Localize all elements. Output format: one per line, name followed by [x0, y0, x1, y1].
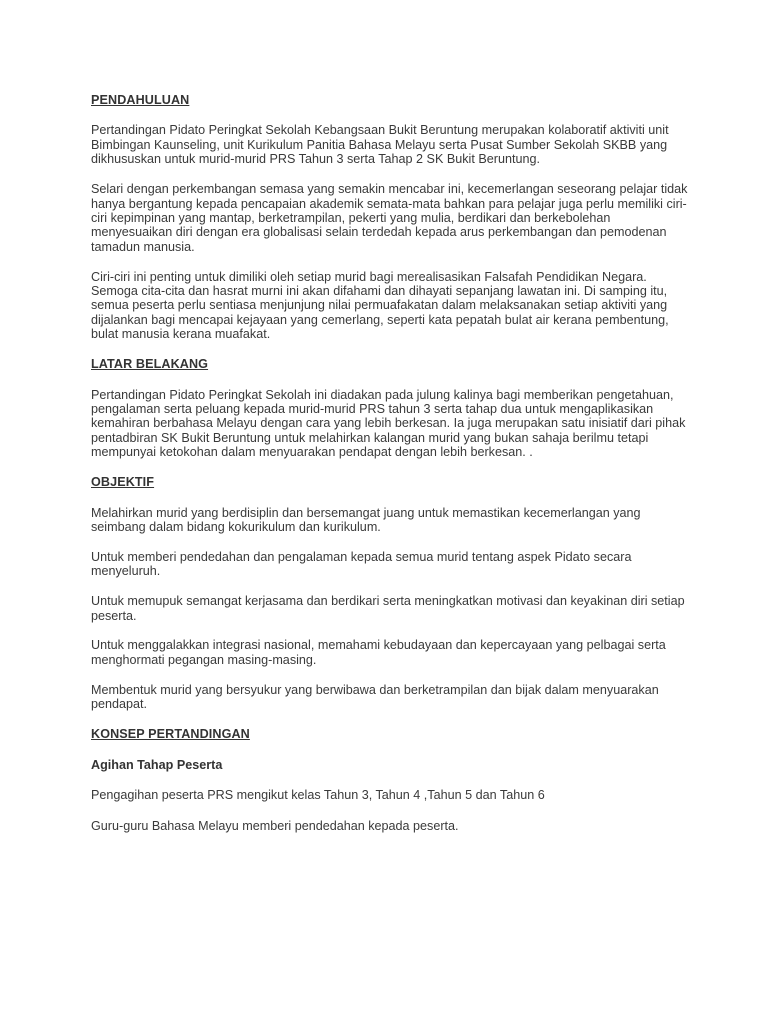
section-heading: LATAR BELAKANG — [91, 357, 209, 372]
document-page — [91, 93, 691, 849]
paragraph: Guru-guru Bahasa Melayu memberi pendedahan kepada peserta. — [91, 819, 459, 834]
paragraph: Pengagihan peserta PRS mengikut kelas Tahun 3, Tahun 4 ,Tahun 5 dan Tahun 6 — [91, 787, 545, 802]
section-heading: KONSEP PERTANDINGAN — [91, 727, 250, 742]
section-latar-belakang — [91, 357, 691, 459]
paragraph: Ciri-ciri ini penting untuk dimiliki oleh setiap murid bagi merealisasikan Falsafah Pendidikan Negara. Semoga cita-cita dan hasrat murni ini akan difahami dan dihayati sepanjang lawatan ini. Di samping itu, semua peserta perlu sentiasa menjunjung nilai permuafakatan dalam melaksanakan setiap aktiviti yang dijalankan bagi mencapai kejayaan yang cemerlang, seperti kata pepatah bulat air kerana pembentung, bulat manusia kerana muafakat. — [91, 269, 669, 342]
section-subheading: Agihan Tahap Peserta — [91, 757, 223, 772]
section-konsep-pertandingan — [91, 727, 691, 834]
section-objektif — [91, 475, 691, 711]
section-heading: OBJEKTIF — [91, 475, 155, 490]
paragraph: Melahirkan murid yang berdisiplin dan bersemangat juang untuk memastikan kecemerlangan yang seimbang dalam bidang kokurikulum dan kurikulum. — [91, 505, 641, 534]
paragraph: Selari dengan perkembangan semasa yang semakin mencabar ini, kecemerlangan seseorang pelajar tidak hanya bergantung kepada pencapaian akademik semata-mata bahkan para pelajar juga perlu memiliki ciri-ciri kepimpinan yang mantap, berketrampilan, pekerti yang mulia, berdikari dan berkebolehan menyesuaikan diri dengan era globalisasi selain terdedah kepada arus perkembangan dan pemodenan tamadun manusia. — [91, 182, 688, 254]
paragraph: Untuk memberi pendedahan dan pengalaman kepada semua murid tentang aspek Pidato secara menyeluruh. — [91, 549, 632, 579]
paragraph: Untuk menggalakkan integrasi nasional, memahami kebudayaan dan kepercayaan yang pelbagai serta menghormati pegangan masing-masing. — [91, 638, 666, 667]
paragraph: Pertandingan Pidato Peringkat Sekolah ini diadakan pada julung kalinya bagi memberikan pengetahuan, pengalaman serta peluang kepada murid-murid PRS tahun 3 serta tahap dua untuk mengaplikasikan kemahiran berbahasa Melayu dengan cara yang lebih berkesan. Ia juga merupakan satu inisiatif dari pihak pentadbiran SK Bukit Beruntung untuk melahirkan kalangan murid yang bukan sahaja berilmu tetapi mempunyai ketokohan dalam menyuarakan pendapat dengan lebih berkesan. . — [91, 387, 686, 460]
paragraph: Pertandingan Pidato Peringkat Sekolah Kebangsaan Bukit Beruntung merupakan kolaboratif aktiviti unit Bimbingan Kaunseling, unit Kurikulum Panitia Bahasa Melayu serta Pusat Sumber Sekolah SKBB yang dikhususkan untuk murid-murid PRS Tahun 3 serta Tahap 2 SK Bukit Beruntung. — [91, 123, 669, 167]
paragraph: Membentuk murid yang bersyukur yang berwibawa dan berketrampilan dan bijak dalam menyuarakan pendapat. — [91, 682, 659, 712]
section-heading: PENDAHULUAN — [91, 93, 190, 107]
section-pendahuluan — [91, 93, 691, 342]
paragraph: Untuk memupuk semangat kerjasama dan berdikari serta meningkatkan motivasi dan keyakinan diri setiap peserta. — [91, 594, 685, 623]
